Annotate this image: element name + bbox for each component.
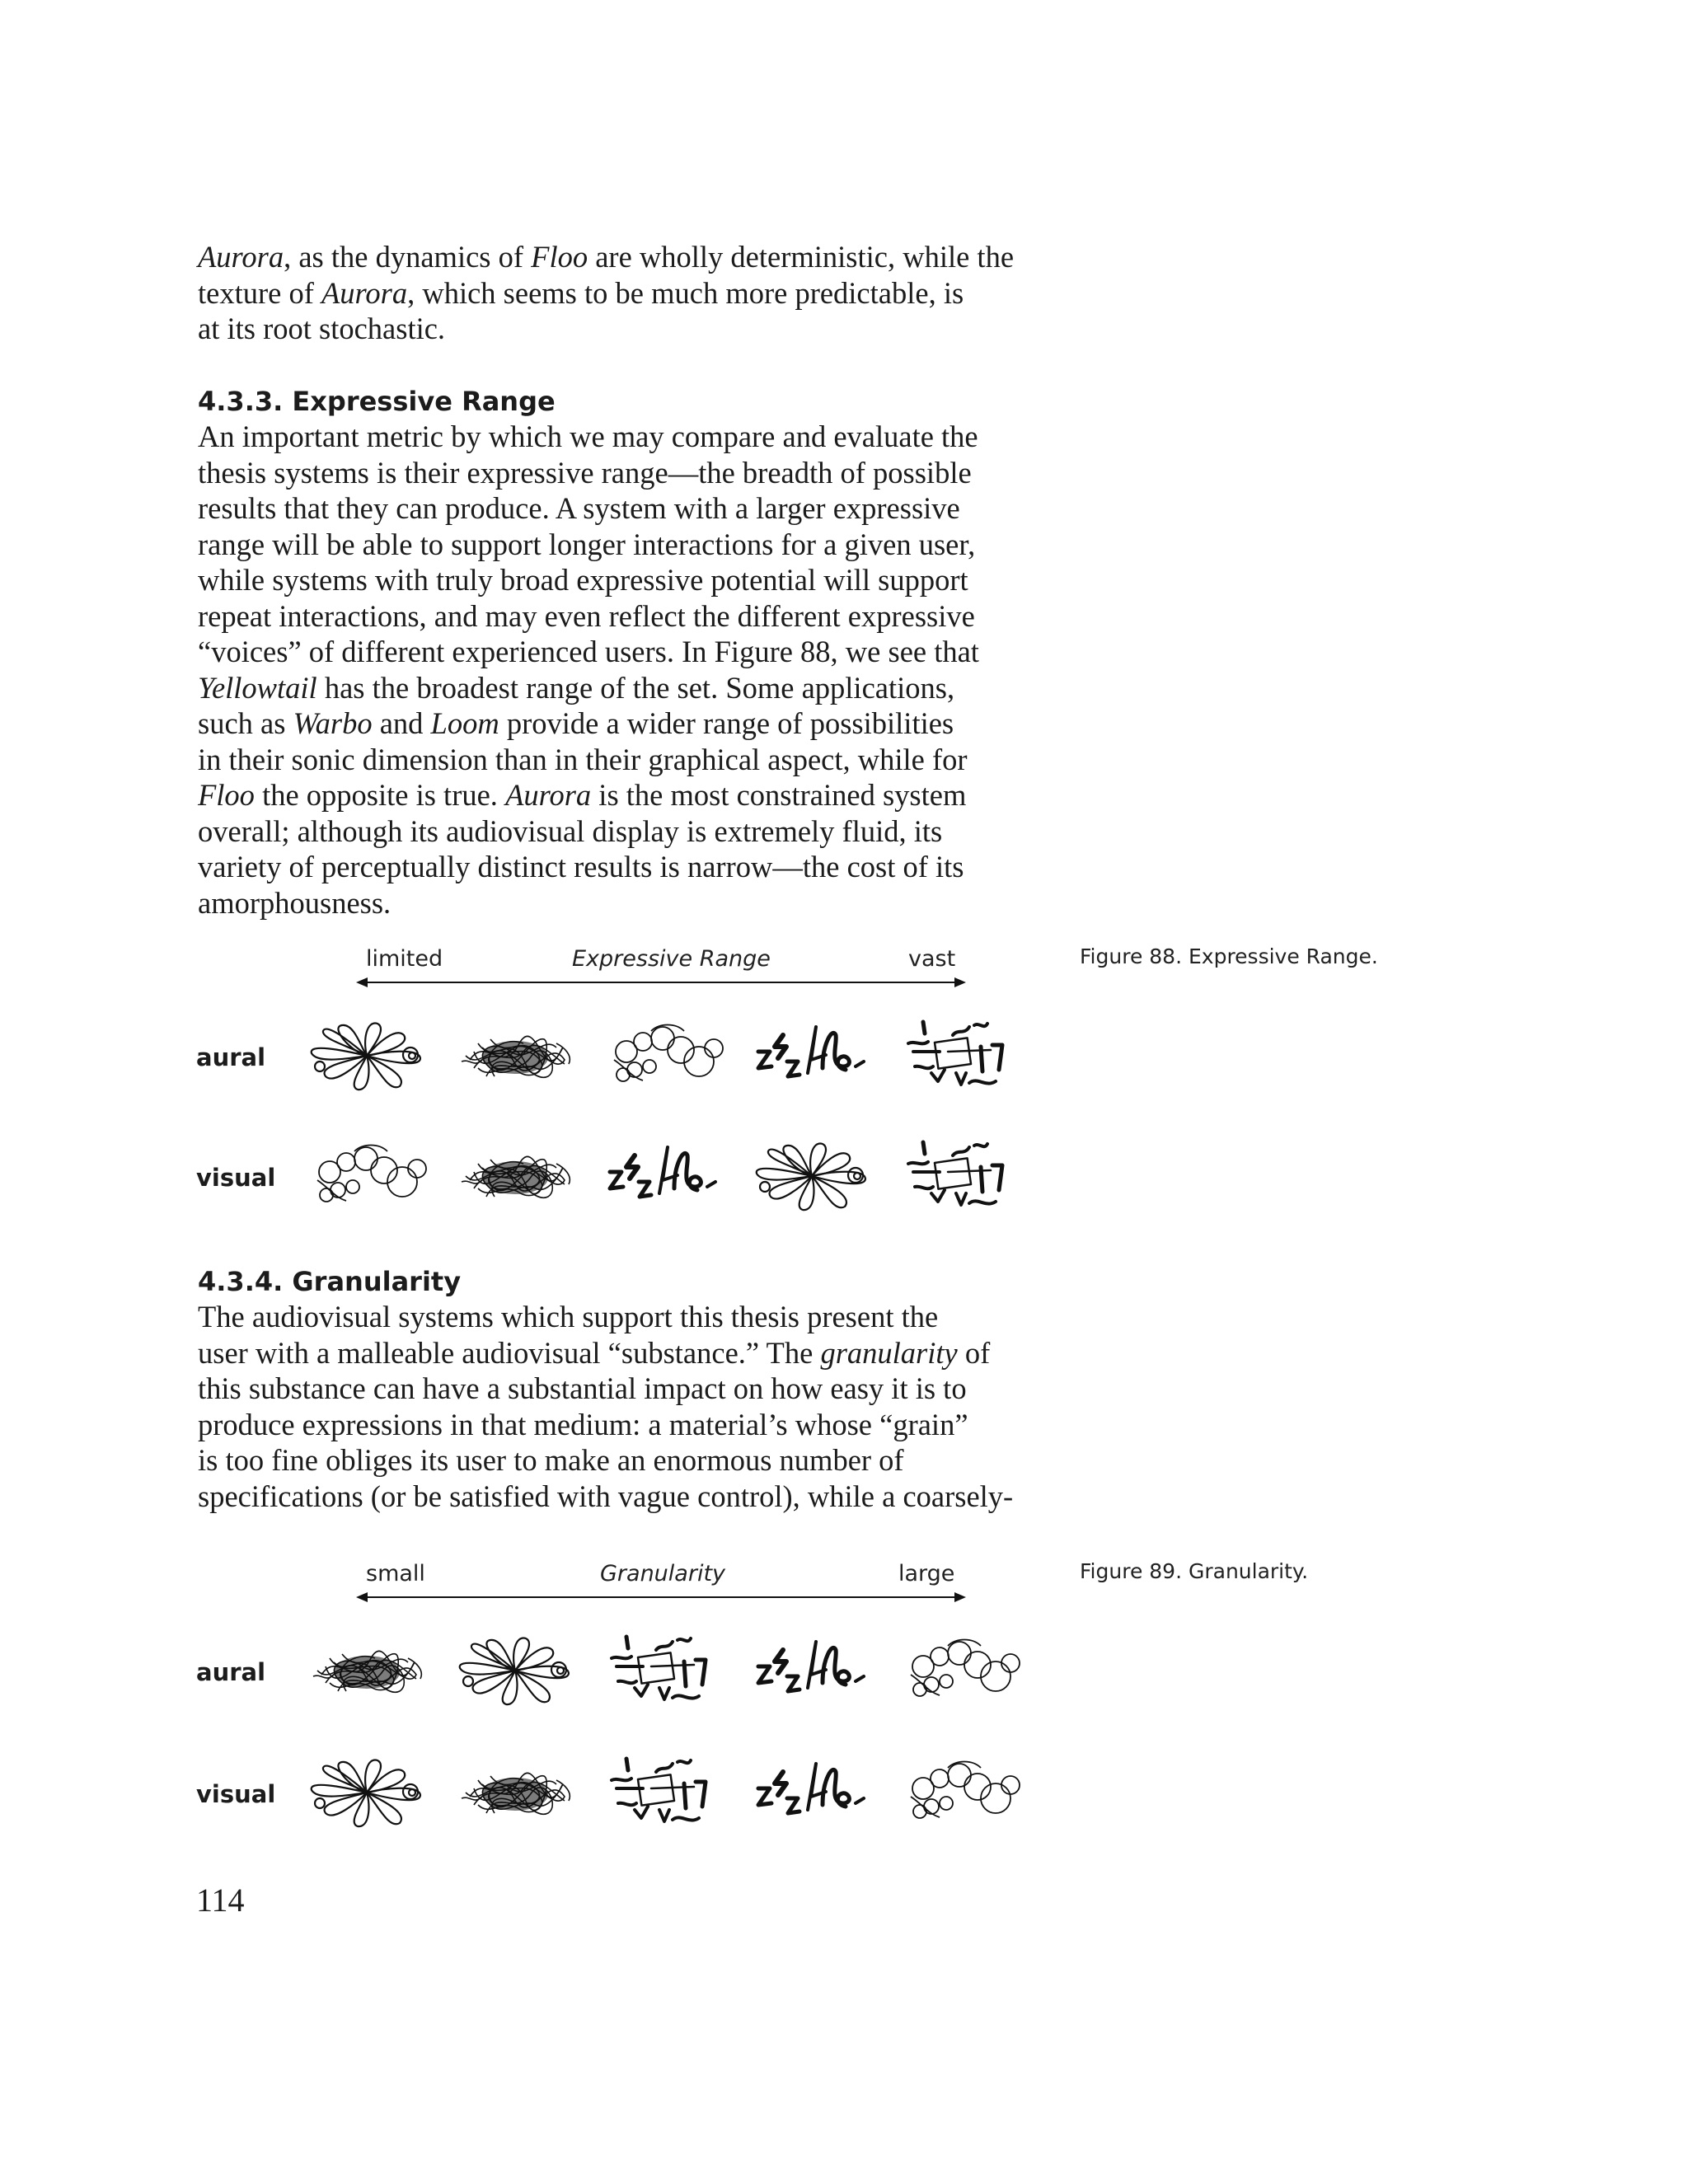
figure-89-caption: Figure 89. Granularity. (1080, 1559, 1309, 1583)
text-run: The audiovisual systems which support this thesis present the (198, 1300, 939, 1333)
figure-88-caption: Figure 88. Expressive Range. (1080, 944, 1378, 968)
expressive-range-line (198, 419, 1047, 455)
figure-89-visual-circles-icon (898, 1755, 1022, 1830)
figure-88-aural-yellowtail-icon (750, 1019, 874, 1093)
expressive-range-line (198, 849, 1047, 885)
text-run: specifications (or be satisfied with vague control), while a coarsely- (198, 1479, 1014, 1513)
text-run: range will be able to support longer interactions for a given user, (198, 527, 976, 561)
granularity-line (198, 1442, 1047, 1479)
expressive-range-line (198, 490, 1047, 527)
intro-lines (198, 239, 1047, 347)
figure-89-axis-title: Granularity (600, 1561, 726, 1586)
figure-89-aural-blocks-icon (602, 1633, 725, 1708)
text-run: , which seems to be much more predictable, is (407, 275, 964, 310)
italic-term: Loom (430, 706, 499, 740)
text-run: is the most constrained system (591, 778, 967, 812)
text-run: “voices” of different experienced users. In Figure 88, we see that (198, 635, 979, 668)
text-run: variety of perceptually distinct results is narrow—the cost of its (198, 850, 964, 883)
figure-89-aural-circles-icon (898, 1633, 1022, 1708)
granularity-paragraph (198, 1299, 1047, 1514)
text-run: provide a wider range of possibilities (499, 706, 954, 740)
figure-88-axis-title: Expressive Range (572, 946, 771, 972)
text-run: in their sonic dimension than in their graphical aspect, while for (198, 742, 968, 776)
expressive-range-line (198, 885, 1047, 921)
text-run: overall; although its audiovisual display is extremely fluid, its (198, 813, 943, 848)
text-run: , as the dynamics of (284, 240, 532, 274)
granularity-lines (198, 1299, 1047, 1514)
figure-88-row-label-aural: aural (196, 1043, 266, 1071)
text-run: such as (198, 706, 293, 740)
expressive-range-line (198, 634, 1047, 670)
expressive-range-line (198, 777, 1047, 813)
expressive-range-line (198, 813, 1047, 850)
figure-89-aural-petals-icon (453, 1633, 577, 1708)
text-run: produce expressions in that medium: a material’s whose “grain” (198, 1407, 968, 1441)
figure-89-visual-scribble-icon (453, 1755, 577, 1830)
italic-term: granularity (820, 1335, 958, 1370)
figure-88-aural-petals-icon (305, 1019, 429, 1093)
section-heading-granularity: 4.3.4. Granularity (198, 1266, 462, 1297)
intro-line (198, 275, 1047, 312)
text-run: the opposite is true. (254, 778, 506, 812)
granularity-line (198, 1371, 1047, 1407)
text-run: texture of (198, 275, 321, 310)
figure-89-aural-yellowtail-icon (750, 1633, 874, 1708)
text-run: thesis systems is their expressive range—the breadth of possible (198, 455, 972, 490)
text-run: An important metric by which we may compare and evaluate the (198, 419, 978, 453)
text-run: amorphousness. (198, 885, 392, 920)
figure-89-visual-yellowtail-icon (750, 1755, 874, 1830)
expressive-range-paragraph (198, 419, 1047, 921)
figure-88-visual-blocks-icon (898, 1139, 1022, 1213)
granularity-line (198, 1479, 1047, 1515)
intro-paragraph (198, 239, 1047, 347)
figure-88-axis-left-label: limited (366, 946, 443, 972)
text-run: while systems with truly broad expressive potential will support (198, 563, 968, 597)
page-number: 114 (196, 1882, 245, 1919)
figure-89-row-label-visual: visual (196, 1780, 276, 1808)
text-run: user with a malleable audiovisual “substance.” The (198, 1335, 821, 1370)
expressive-range-line (198, 527, 1047, 563)
figure-88-visual-petals-icon (750, 1139, 874, 1213)
figure-88-visual-circles-icon (305, 1139, 429, 1213)
granularity-line (198, 1335, 1047, 1371)
text-run: repeat interactions, and may even reflect the different expressive (198, 598, 975, 633)
figure-88-aural-blocks-icon (898, 1019, 1022, 1093)
granularity-line (198, 1299, 1047, 1335)
italic-term: Floo (198, 778, 255, 812)
expressive-range-line (198, 562, 1047, 598)
italic-term: Aurora (198, 240, 284, 274)
expressive-lines (198, 419, 1047, 921)
intro-line (198, 239, 1047, 275)
figure-89-aural-scribble-icon (305, 1633, 429, 1708)
italic-term: Warbo (293, 706, 373, 740)
intro-line (198, 311, 1047, 347)
expressive-range-line (198, 670, 1047, 706)
text-run: has the broadest range of the set. Some applications, (316, 670, 955, 705)
figure-88-axis-right-label: vast (908, 946, 956, 972)
figure-88-visual-yellowtail-icon (602, 1139, 725, 1213)
italic-term: Aurora (505, 778, 592, 812)
granularity-line (198, 1407, 1047, 1443)
expressive-range-line (198, 742, 1047, 778)
section-heading-expressive-range: 4.3.3. Expressive Range (198, 386, 556, 417)
expressive-range-line (198, 598, 1047, 635)
text-run: of (957, 1335, 991, 1370)
figure-89-visual-petals-icon (305, 1755, 429, 1830)
text-run: is too fine obliges its user to make an enormous number of (198, 1443, 904, 1477)
figure-89-row-label-aural: aural (196, 1658, 266, 1686)
figure-88-aural-circles-icon (602, 1019, 725, 1093)
text-run: and (372, 706, 431, 740)
text-run: are wholly deterministic, while the (588, 240, 1015, 274)
figure-89-axis-left-label: small (366, 1561, 425, 1586)
figure-89-axis-right-label: large (898, 1561, 955, 1586)
figure-88-aural-scribble-icon (453, 1019, 577, 1093)
figure-88-row-label-visual: visual (196, 1164, 276, 1192)
italic-term: Floo (531, 240, 588, 274)
text-run: this substance can have a substantial impact on how easy it is to (198, 1371, 967, 1405)
figure-89-visual-blocks-icon (602, 1755, 725, 1830)
italic-term: Aurora (321, 275, 408, 310)
expressive-range-line (198, 455, 1047, 491)
text-run: results that they can produce. A system with a larger expressive (198, 491, 960, 525)
expressive-range-line (198, 705, 1047, 742)
figure-88-visual-scribble-icon (453, 1139, 577, 1213)
italic-term: Yellowtail (198, 670, 317, 705)
text-run: at its root stochastic. (198, 312, 446, 345)
